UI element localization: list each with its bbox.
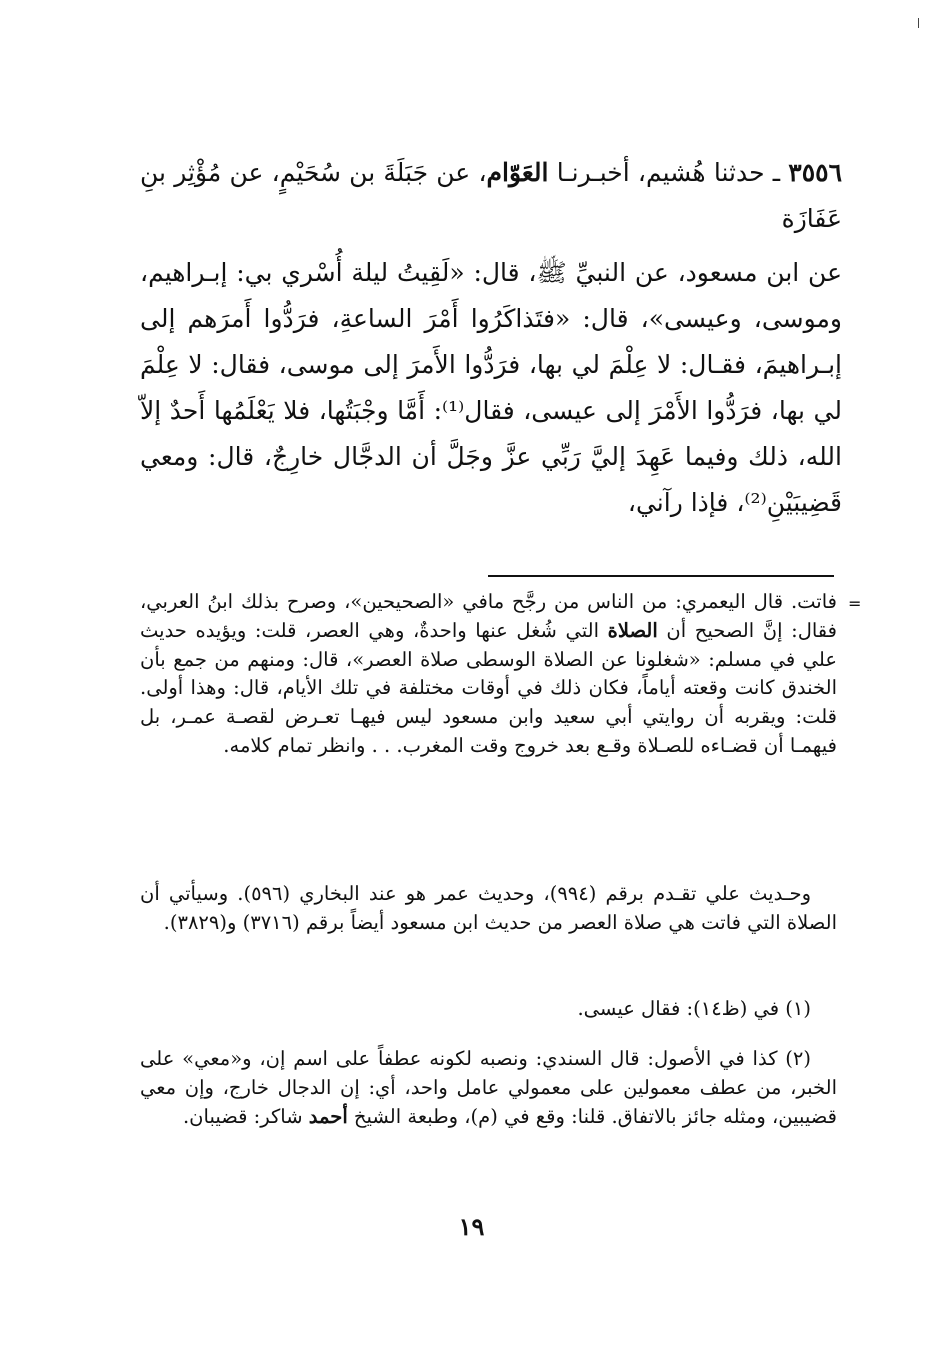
footnote-divider — [488, 575, 834, 577]
continuation-mark: = — [848, 594, 862, 613]
footnote-2-end: شاكر: قضيبان. — [182, 1104, 309, 1128]
footnote-2-start: (٢) كذا في الأصول: قال السندي: ونصبه لكونه عطفاً على اسم إن، و«معي» على الخبر، من عطف معمولين على معمولي عامل واحد، أي: إن الدجال خارج، وإن معي قضيبين، ومثله جائز بالاتفاق. قلنا: وقع في (م)، وطبعة الشيخ — [140, 1047, 837, 1128]
hadith-number: ٣٥٥٦ — [788, 158, 842, 187]
footnote-continuation-start: فاتت. قال اليعمري: من الناس من رجَّح مافي «الصحيحين»، وصرح بذلك ابنُ العربي، فقال: إنَّ الصحيح أن — [140, 590, 837, 642]
footnote-1-text: (١) في (ظ١٤): فقال عيسى. — [577, 997, 811, 1020]
footnote-continuation-end: التي شُغل عنها واحدةٌ، وهي العصر، قلت: ويؤيده حديث علي في مسلم: «شغلونا عن الصلاة الوسطى صلاة العصر»، قال: ومنهم من جمع بأن الخندق كانت وقعته أياماً، فكان ذلك في أوقات مختلفة في تلك الأيام، قال: وهذا أولى. قلت: ويقربه أن روايتي أبي سعيد وابن مسعود ليس فيهـا تعـرض لقصـة عمـر، بل فيهمـا أن قضـاءه للصـلاة وقـع بعد خروج وقت المغرب. . . وانظر تمام كلامه. — [140, 618, 837, 757]
hadith-chain-end: ، عن جَبَلَةَ بن سُحَيْمٍ، عن مُؤْثِر بنِ عَفَازَة — [140, 158, 842, 233]
footnote-2 — [140, 1045, 837, 1131]
hadith-heading — [140, 150, 842, 242]
hadith-chain-start: ـ حدثنا هُشيم، أخبـرنـا — [548, 158, 789, 187]
footnote-continuation-bold: الصلاة — [607, 618, 658, 642]
footnote-cross-reference — [140, 880, 837, 938]
hadith-text: عن ابن مسعود، عن النبيِّ ﷺ، قال: «لَقِيتُ ليلة أُسْري بي: إبـراهيم، وموسى، وعيسى»، قال: «فتَذاكَرُوا أَمْرَ الساعةِ، فرَدُّوا أَمرَهم إلى إبـراهيمَ، فقـال: لا عِلْمَ لي بها، فرَدُّوا الأَمرَ إلى موسى، فقال: لا عِلْمَ لي بها، فرَدُّوا الأَمْرَ إلى عيسى، فقال⁽¹⁾: أَمَّا وجْبَتُها، فلا يَعْلَمُها أَحدٌ إلاّ الله، ذلك وفيما عَهِدَ إليَّ رَبِّي عزَّ وجَلَّ أن الدجَّال خارِجٌ، قال: ومعي قَضِيبَيْنِ⁽²⁾، فإذا رآني، — [140, 258, 842, 517]
hadith-chain-narrator: العَوّام — [486, 158, 549, 187]
footnote-continuation — [140, 588, 837, 761]
corner-mark — [918, 18, 919, 28]
cross-reference-text: وحـديث علي تقـدم برقم (٩٩٤)، وحديث عمر هو عند البخاري (٥٩٦). وسيأتي أن الصلاة التي فاتت هي صلاة العصر من حديث ابن مسعود أيضاً برقم (٣٧١٦) و(٣٨٢٩). — [140, 882, 837, 934]
footnote-2-bold: أحمد — [308, 1104, 348, 1128]
page-number: ١٩ — [458, 1212, 485, 1241]
footnote-1 — [140, 995, 837, 1024]
